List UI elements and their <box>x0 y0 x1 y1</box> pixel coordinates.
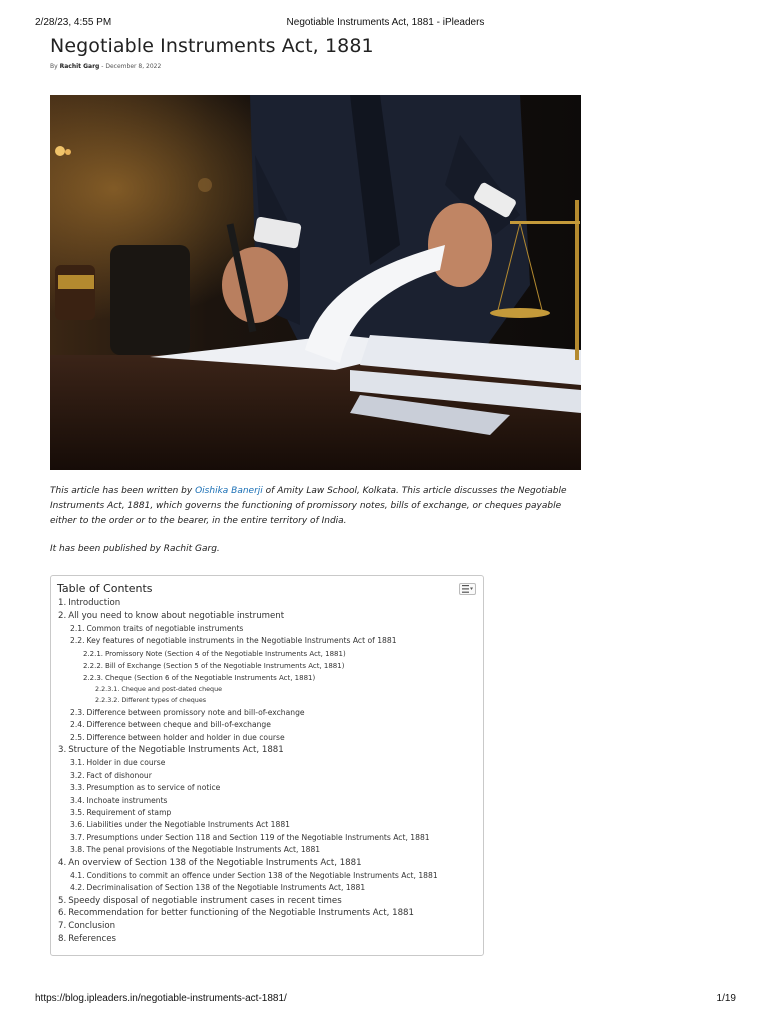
toc-item-number: 1. <box>58 598 67 608</box>
page-url: https://blog.ipleaders.in/negotiable-instruments-act-1881/ <box>35 993 287 1004</box>
toc-item[interactable] <box>51 707 483 719</box>
toc-item[interactable] <box>51 684 483 696</box>
page-number: 1/19 <box>716 993 736 1004</box>
toc-item-label[interactable]: Conclusion <box>68 921 116 932</box>
toc-item-number: 2.4. <box>70 720 85 730</box>
toc-item-label[interactable]: Cheque (Section 6 of the Negotiable Instruments Act, 1881) <box>105 673 316 682</box>
byline-prefix: By <box>50 63 58 70</box>
published-note: It has been published by Rachit Garg. <box>50 544 220 554</box>
toc-item-label[interactable]: Presumptions under Section 118 and Section 119 of the Negotiable Instruments Act, 1881 <box>86 832 430 842</box>
toc-item[interactable] <box>51 597 483 610</box>
article-intro <box>50 484 570 529</box>
hero-image <box>50 95 581 470</box>
intro-text-end: of Amity Law School, Kolkata. This article discusses the Negotiable Instruments Act, 1881, which governs the functioning of promissory notes, bills of exchange, or cheques payable either to the order or to the bearer, in the entire territory of India. <box>50 486 567 526</box>
toc-item[interactable] <box>51 870 483 882</box>
toc-item-label[interactable]: Promissory Note (Section 4 of the Negotiable Instruments Act, 1881) <box>105 649 346 658</box>
toc-item-number: 2.2.1. <box>83 649 104 658</box>
toc-item-label[interactable]: Inchoate instruments <box>86 795 168 805</box>
author-link[interactable]: Rachit Garg <box>59 63 100 70</box>
toc-item-number: 3. <box>58 745 67 756</box>
toc-item-label[interactable]: Common traits of negotiable instruments <box>86 623 244 633</box>
toc-item[interactable] <box>51 635 483 647</box>
toc-item[interactable] <box>51 844 483 856</box>
toc-item[interactable] <box>51 695 483 707</box>
toc-item[interactable] <box>51 857 483 870</box>
toc-item[interactable] <box>51 732 483 744</box>
toc-item-number: 3.4. <box>70 795 85 805</box>
toc-item-label[interactable]: Difference between cheque and bill-of-exchange <box>86 720 271 730</box>
publish-date: December 8, 2022 <box>105 63 162 70</box>
toc-item-label[interactable]: Speedy disposal of negotiable instrument cases in recent times <box>68 895 342 906</box>
toc-item-label[interactable]: Liabilities under the Negotiable Instruments Act 1881 <box>86 820 290 830</box>
toc-item-number: 2.2.3. <box>83 673 104 682</box>
toc-item[interactable] <box>51 744 483 757</box>
print-datetime: 2/28/23, 4:55 PM <box>35 17 112 28</box>
toc-item-label[interactable]: Decriminalisation of Section 138 of the Negotiable Instruments Act, 1881 <box>86 883 366 893</box>
toc-item[interactable] <box>51 672 483 684</box>
toc-item-number: 2.2.3.2. <box>95 696 120 705</box>
print-footer <box>35 993 736 1007</box>
toc-title: Table of Contents <box>57 582 153 595</box>
toc-list <box>51 597 483 946</box>
toc-item-label[interactable]: Conditions to commit an offence under Section 138 of the Negotiable Instruments Act, 1881 <box>86 870 438 880</box>
toc-item-number: 2.3. <box>70 708 85 718</box>
toc-item[interactable] <box>51 895 483 908</box>
toc-item-label[interactable]: Key features of negotiable instruments in the Negotiable Instruments Act of 1881 <box>86 636 397 646</box>
print-header <box>35 17 736 31</box>
toc-item[interactable] <box>51 660 483 672</box>
toc-item[interactable] <box>51 648 483 660</box>
toc-item-label[interactable]: The penal provisions of the Negotiable Instruments Act, 1881 <box>86 845 321 855</box>
toc-item-number: 3.8. <box>70 845 85 855</box>
toc-item-number: 7. <box>58 921 67 932</box>
toc-item-label[interactable]: Presumption as to service of notice <box>86 783 221 793</box>
toc-item-label[interactable]: Structure of the Negotiable Instruments Act, 1881 <box>68 745 284 756</box>
toc-item-label[interactable]: Difference between holder and holder in due course <box>86 732 285 742</box>
toc-item-number: 3.1. <box>70 758 85 768</box>
toc-item-label[interactable]: Difference between promissory note and bill-of-exchange <box>86 708 305 718</box>
toc-item-number: 2.5. <box>70 732 85 742</box>
byline <box>50 63 161 70</box>
toc-item-label[interactable]: References <box>68 934 116 945</box>
toc-item-number: 4. <box>58 857 67 868</box>
toc-item-label[interactable]: Cheque and post-dated cheque <box>121 684 223 693</box>
author-profile-link[interactable]: Oishika Banerji <box>195 486 263 496</box>
byline-separator: - <box>101 63 104 70</box>
toc-item-label[interactable]: Introduction <box>68 598 121 608</box>
article-title: Negotiable Instruments Act, 1881 <box>50 35 374 57</box>
toc-item[interactable] <box>51 819 483 831</box>
toc-item[interactable] <box>51 610 483 623</box>
print-page-title: Negotiable Instruments Act, 1881 - iPleaders <box>286 17 485 28</box>
toc-item-number: 4.2. <box>70 883 85 893</box>
table-of-contents <box>50 575 484 956</box>
toc-item[interactable] <box>51 757 483 769</box>
toc-item-number: 8. <box>58 934 67 945</box>
toc-item[interactable] <box>51 807 483 819</box>
intro-text-start: This article has been written by <box>50 486 196 496</box>
toc-item-number: 3.6. <box>70 820 85 830</box>
toc-item-label[interactable]: Holder in due course <box>86 758 166 768</box>
toc-item-number: 3.7. <box>70 832 85 842</box>
toc-item[interactable] <box>51 782 483 794</box>
toc-item-label[interactable]: Fact of dishonour <box>86 770 152 780</box>
toc-item[interactable] <box>51 832 483 844</box>
toc-item-number: 3.3. <box>70 783 85 793</box>
toc-item[interactable] <box>51 882 483 894</box>
toc-item-label[interactable]: Different types of cheques <box>121 696 207 705</box>
toc-item[interactable] <box>51 795 483 807</box>
toc-item-number: 3.2. <box>70 770 85 780</box>
toc-toggle-button[interactable] <box>459 583 476 595</box>
toc-item-number: 2.2. <box>70 636 85 646</box>
toc-item[interactable] <box>51 770 483 782</box>
toc-item-label[interactable]: All you need to know about negotiable instrument <box>68 610 285 621</box>
toc-item-number: 2.2.2. <box>83 661 104 670</box>
toc-item-number: 6. <box>58 908 67 919</box>
toc-item-number: 2.1. <box>70 623 85 633</box>
toc-item[interactable] <box>51 920 483 933</box>
toc-item-number: 2.2.3.1. <box>95 684 120 693</box>
list-toggle-icon <box>462 585 473 593</box>
toc-item[interactable] <box>51 907 483 920</box>
toc-item-number: 2. <box>58 610 67 621</box>
toc-item-number: 4.1. <box>70 870 85 880</box>
toc-item-label[interactable]: Recommendation for better functioning of the Negotiable Instruments Act, 1881 <box>68 908 414 919</box>
toc-item[interactable] <box>51 623 483 635</box>
toc-item-number: 5. <box>58 895 67 906</box>
toc-item-label[interactable]: Bill of Exchange (Section 5 of the Negotiable Instruments Act, 1881) <box>105 661 345 670</box>
toc-item-label[interactable]: Requirement of stamp <box>86 807 172 817</box>
toc-item[interactable] <box>51 933 483 946</box>
toc-item-number: 3.5. <box>70 807 85 817</box>
toc-item-label[interactable]: An overview of Section 138 of the Negotiable Instruments Act, 1881 <box>68 857 362 868</box>
toc-item[interactable] <box>51 719 483 731</box>
